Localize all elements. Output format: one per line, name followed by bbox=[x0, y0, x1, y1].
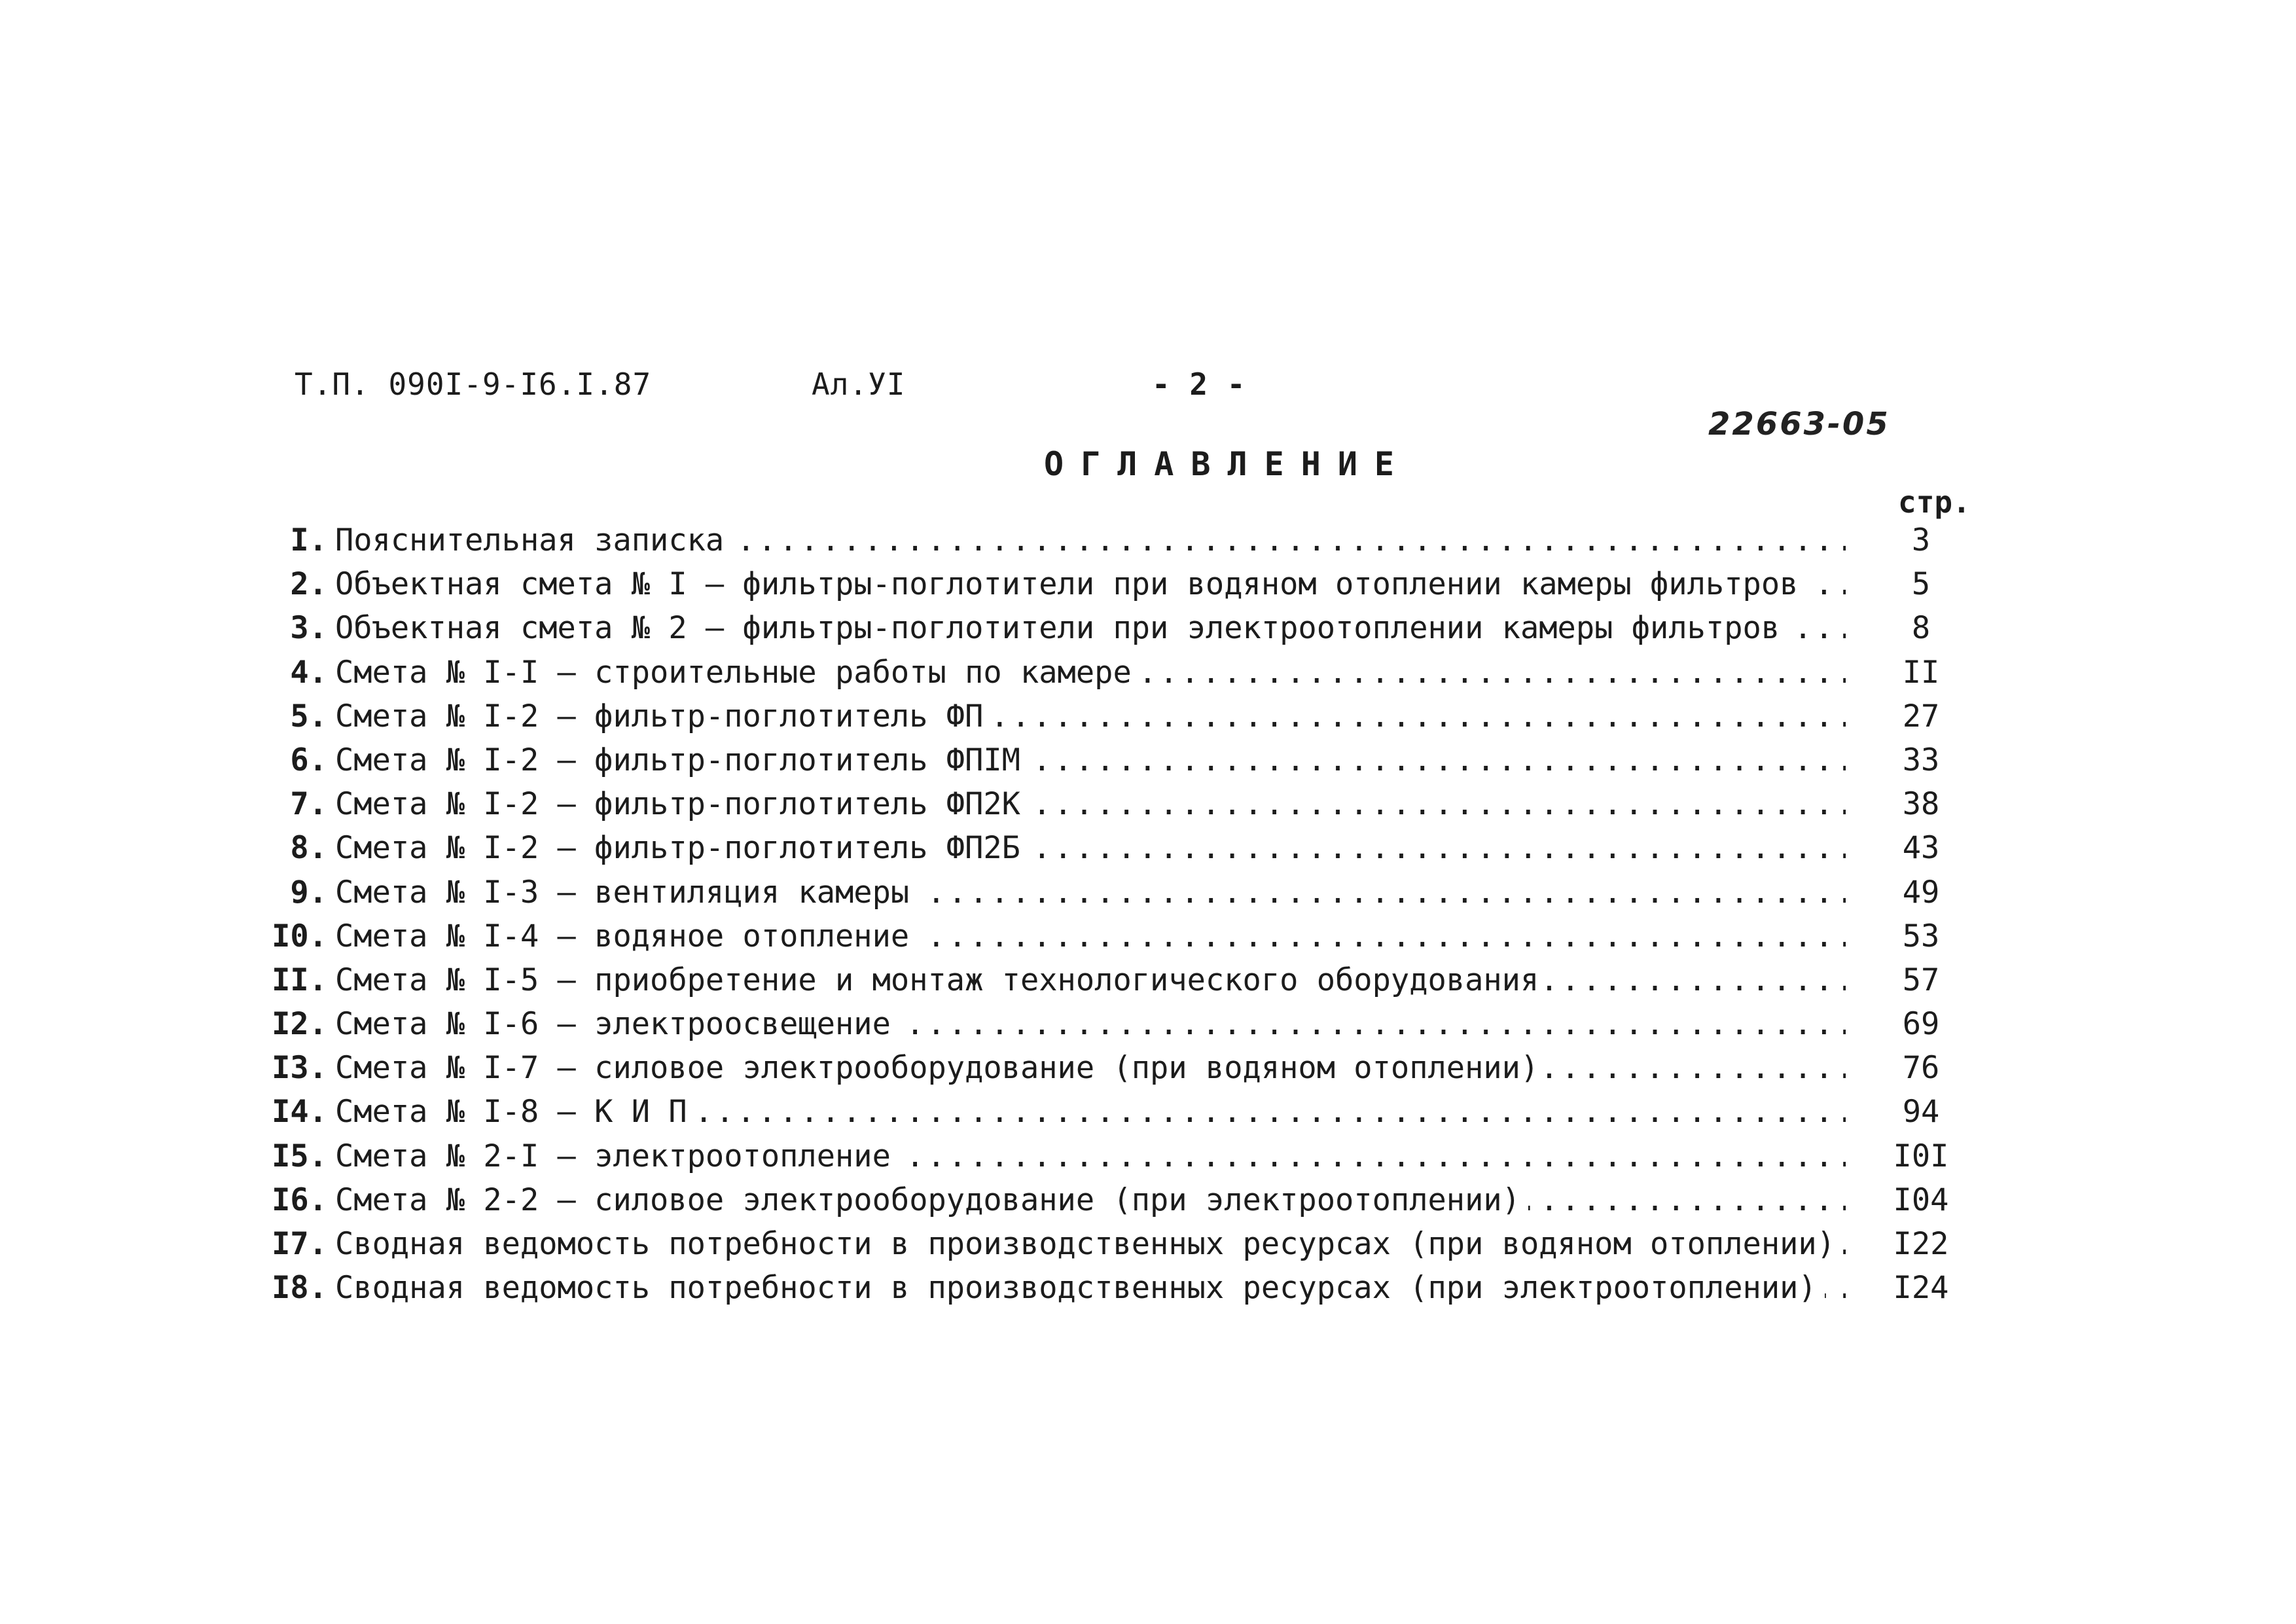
toc-number: 6. bbox=[290, 742, 327, 778]
toc-page: 3 bbox=[1911, 522, 1931, 558]
toc-page: 76 bbox=[1902, 1050, 1940, 1087]
toc-number: I7. bbox=[272, 1226, 327, 1262]
toc-text: Смета № I-6 – электроосвещение bbox=[335, 1006, 899, 1042]
toc-row bbox=[255, 871, 1983, 914]
toc-text: Смета № I-8 – К И П bbox=[335, 1094, 695, 1130]
toc-page: 8 bbox=[1911, 610, 1931, 647]
toc-row bbox=[255, 1046, 1983, 1090]
toc-number: II. bbox=[272, 962, 327, 998]
toc-number: 3. bbox=[290, 610, 327, 647]
toc-row bbox=[255, 1090, 1983, 1134]
toc-text: Смета № I-I – строительные работы по камере bbox=[335, 655, 1139, 691]
toc-text: Объектная смета № 2 – фильтры-поглотители при электроотоплении камеры фильтров bbox=[335, 610, 1787, 646]
toc-text: Сводная ведомость потребности в производственных ресурсах (при электроотоплении) bbox=[335, 1270, 1825, 1306]
toc-text: Смета № I-2 – фильтр-поглотитель ФП2К bbox=[335, 786, 1028, 822]
toc-number: 7. bbox=[290, 786, 327, 823]
document-code: Т.П. 090I-9-I6.I.87 bbox=[295, 367, 652, 402]
toc-number: I4. bbox=[272, 1094, 327, 1130]
toc-row bbox=[255, 914, 1983, 958]
page-column-label: стр. bbox=[1898, 484, 1971, 520]
toc-number: 8. bbox=[290, 830, 327, 867]
toc-row bbox=[255, 651, 1983, 695]
toc-page: I04 bbox=[1893, 1182, 1949, 1218]
toc-row bbox=[255, 958, 1983, 1002]
toc-text: Смета № I-2 – фильтр-поглотитель ФП2Б bbox=[335, 830, 1028, 866]
toc-page: 27 bbox=[1902, 698, 1940, 734]
inventory-stamp: 22663-05 bbox=[1708, 406, 1890, 442]
toc-page: 5 bbox=[1911, 566, 1931, 603]
toc-row bbox=[255, 1134, 1983, 1178]
toc-number: I. bbox=[290, 522, 327, 558]
toc-text: Смета № I-3 – вентиляция камеры bbox=[335, 875, 917, 911]
toc-page: 49 bbox=[1902, 874, 1940, 911]
toc-text: Смета № 2-2 – силовое электрооборудование (при электроотоплении) bbox=[335, 1182, 1528, 1218]
toc-row bbox=[255, 1222, 1983, 1266]
album-number: Ал.УI bbox=[812, 367, 906, 402]
page-number: - 2 - bbox=[1152, 367, 1246, 402]
toc-row bbox=[255, 562, 1983, 606]
toc-row bbox=[255, 695, 1983, 738]
toc-text: Смета № I-4 – водяное отопление bbox=[335, 918, 917, 954]
toc-number: 2. bbox=[290, 566, 327, 603]
toc-page: II bbox=[1902, 654, 1940, 691]
toc-text: Пояснительная записка bbox=[335, 522, 732, 558]
toc-row bbox=[255, 826, 1983, 870]
toc-row bbox=[255, 606, 1983, 650]
toc-page: I0I bbox=[1893, 1138, 1949, 1174]
toc-row bbox=[255, 1266, 1983, 1310]
toc-page: I24 bbox=[1893, 1270, 1949, 1307]
toc-number: I2. bbox=[272, 1006, 327, 1043]
toc-number: I5. bbox=[272, 1138, 327, 1174]
toc-text: Смета № I-7 – силовое электрооборудование (при водяном отоплении) bbox=[335, 1050, 1547, 1086]
toc-row bbox=[255, 782, 1983, 826]
toc-text: Смета № I-2 – фильтр-поглотитель ФП bbox=[335, 698, 991, 734]
toc-page: 69 bbox=[1902, 1006, 1940, 1043]
toc-number: I8. bbox=[272, 1270, 327, 1307]
toc-number: 4. bbox=[290, 654, 327, 691]
toc-page: 38 bbox=[1902, 786, 1940, 823]
toc-row bbox=[255, 518, 1983, 562]
toc-page: I22 bbox=[1893, 1226, 1949, 1262]
toc-page: 57 bbox=[1902, 962, 1940, 998]
toc-row bbox=[255, 1002, 1983, 1046]
table-of-contents bbox=[255, 518, 1983, 1310]
toc-page: 33 bbox=[1902, 742, 1940, 778]
toc-text: Объектная смета № I – фильтры-поглотители при водяном отоплении камеры фильтров bbox=[335, 566, 1806, 602]
toc-number: I6. bbox=[272, 1182, 327, 1218]
toc-row bbox=[255, 738, 1983, 782]
toc-text: Смета № I-2 – фильтр-поглотитель ФПIМ bbox=[335, 742, 1028, 778]
page-title: ОГЛАВЛЕНИЕ bbox=[1044, 445, 1412, 483]
toc-row bbox=[255, 1178, 1983, 1222]
toc-text: Сводная ведомость потребности в производственных ресурсах (при водяном отоплении) bbox=[335, 1226, 1843, 1262]
toc-text: Смета № I-5 – приобретение и монтаж технологического оборудования bbox=[335, 962, 1547, 998]
toc-number: I3. bbox=[272, 1050, 327, 1087]
toc-page: 94 bbox=[1902, 1094, 1940, 1130]
toc-page: 53 bbox=[1902, 918, 1940, 954]
toc-number: 5. bbox=[290, 698, 327, 734]
toc-number: 9. bbox=[290, 874, 327, 911]
toc-number: I0. bbox=[272, 918, 327, 954]
toc-text: Смета № 2-I – электроотопление bbox=[335, 1138, 899, 1174]
toc-page: 43 bbox=[1902, 830, 1940, 867]
